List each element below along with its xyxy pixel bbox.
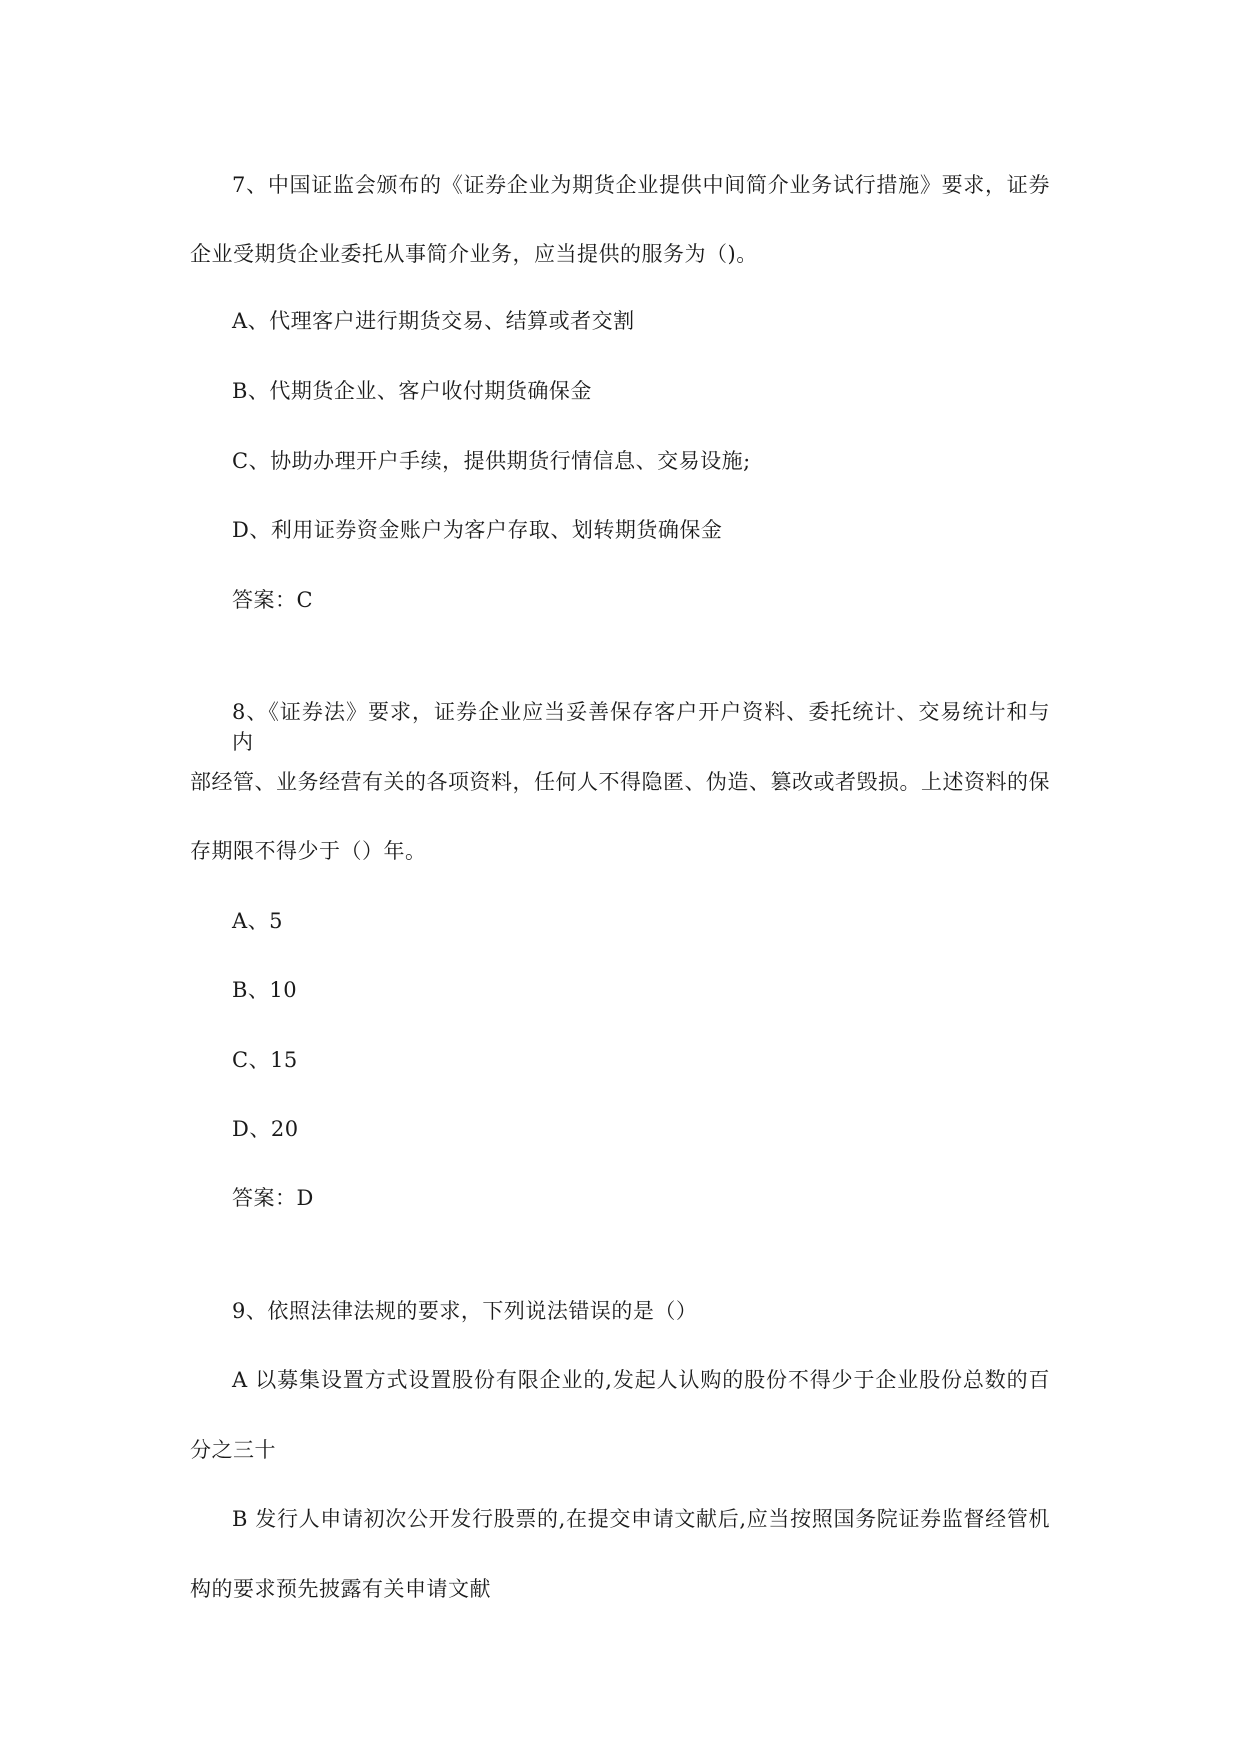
question-8-stem-line-1: 8、《证券法》要求，证券企业应当妥善保存客户开户资料、委托统计、交易统计和与内 xyxy=(232,700,1050,754)
question-7-option-b: B、代期货企业、客户收付期货确保金 xyxy=(232,379,592,403)
question-8-option-d: D、20 xyxy=(232,1117,299,1141)
question-9-option-b-line-1: B 发行人申请初次公开发行股票的,在提交申请文献后,应当按照国务院证券监督经管机 xyxy=(232,1507,1050,1531)
question-7-option-d: D、利用证券资金账户为客户存取、划转期货确保金 xyxy=(232,518,723,542)
question-8-answer: 答案：D xyxy=(232,1186,314,1210)
question-9-option-a-line-2: 分之三十 xyxy=(190,1438,276,1462)
question-7-answer: 答案：C xyxy=(232,588,314,612)
question-8-option-b: B、10 xyxy=(232,978,298,1002)
question-7-stem-line-2: 企业受期货企业委托从事简介业务，应当提供的服务为（)。 xyxy=(190,242,758,266)
question-8-stem-line-2: 部经管、业务经营有关的各项资料，任何人不得隐匿、伪造、篡改或者毁损。上述资料的保 xyxy=(190,770,1050,794)
question-8-option-c: C、15 xyxy=(232,1048,298,1072)
question-8-option-a: A、5 xyxy=(232,909,284,933)
question-8-stem-line-3: 存期限不得少于（）年。 xyxy=(190,839,427,863)
question-7-option-c: C、协助办理开户手续，提供期货行情信息、交易设施; xyxy=(232,449,751,473)
question-7-option-a: A、代理客户进行期货交易、结算或者交割 xyxy=(232,309,635,333)
question-7-stem-line-1: 7、中国证监会颁布的《证券企业为期货企业提供中间简介业务试行措施》要求，证券 xyxy=(232,173,1050,197)
question-9-option-a-line-1: A 以募集设置方式设置股份有限企业的,发起人认购的股份不得少于企业股份总数的百 xyxy=(232,1368,1050,1392)
question-9-option-b-line-2: 构的要求预先披露有关申请文献 xyxy=(190,1577,491,1601)
question-9-stem: 9、依照法律法规的要求，下列说法错误的是（） xyxy=(232,1299,698,1323)
